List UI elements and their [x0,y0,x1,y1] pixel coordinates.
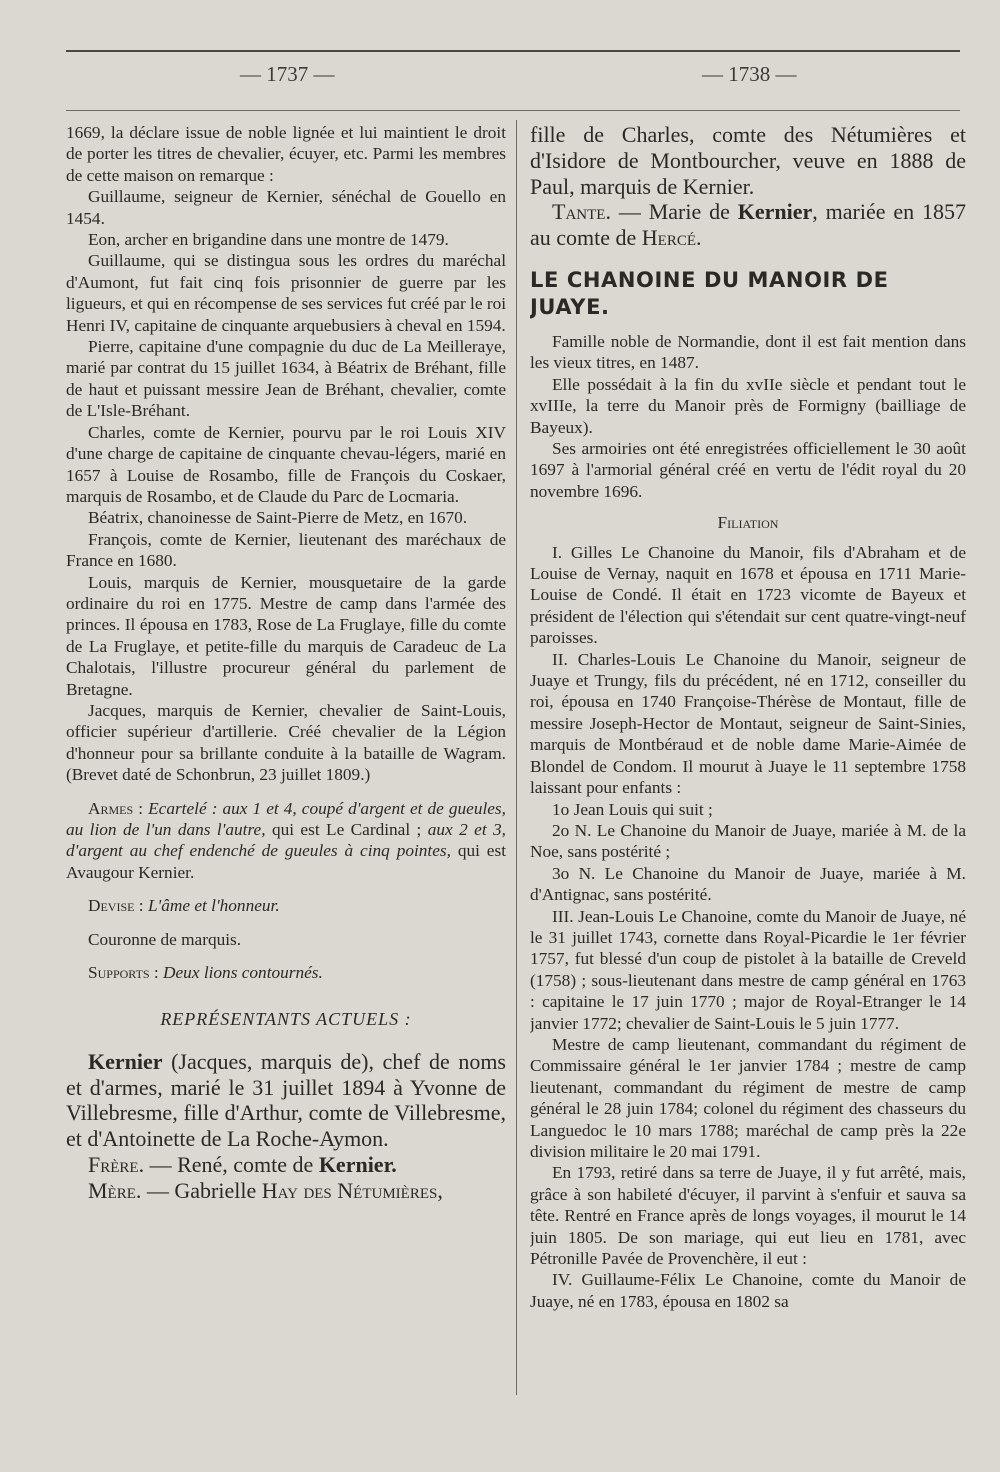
devise-text: L'âme et l'honneur. [147,896,280,916]
filiation-paragraph: III. Jean-Louis Le Chanoine, comte du Manoir de Juaye, né le 31 juillet 1743, cornette dans Royal-Picardie le 1er février 1757, fut blessé d'un coup de pistolet à la bataille de Creveld (1758) ; sous-lieutenant dans mestre de camp général en 1763 : capitaine le 17 juin 1770 ; major de Royal-Etranger le 14 janvier 1772; chevalier de Saint-Louis le 5 juin 1777. [530,906,966,1033]
armes-label: Armes [88,798,134,818]
kernier-text: (Jacques, marquis de), chef de noms et d'armes, marié le 31 juillet 1894 à Yvonne de Villebresme, fille d'Arthur, comte de Villebresme, et d'Antoinette de La Roche-Aymon. [66,1048,506,1152]
filiation-paragraph: Mestre de camp lieutenant, commandant du régiment de Commissaire général le 1er janvier 1784 ; mestre de camp lieutenant, commandant du régiment de mestre de camp général le 28 juin 1784; colonel du régiment des chasseurs du Languedoc le 10 mars 1788; maréchal de camp près la 22e division militaire le 20 mai 1791. [530,1034,966,1162]
devise-label: Devise [88,896,135,916]
filiation-title: Filiation [717,513,779,533]
kernier-name: Kernier [88,1048,163,1074]
left-column [66,122,506,1204]
frere-label: Frère [88,1152,139,1178]
tante-name: Kernier [737,199,813,225]
filiation-paragraph: En 1793, retiré dans sa terre de Juaye, il y fut arrêté, mais, grâce à son habileté d'écuyer, il parvint à s'enfuir et sauva sa tête. Rentré en France après de longs voyages, il mourut le 14 juin 1805. De son mariage, qui eut lieu en 1781, avec Pétronille Pavée de Provenchère, il eut : [530,1163,966,1269]
armes-attribution-1: qui est Le Cardinal ; [271,820,422,839]
frere-text: — René, comte de [149,1152,314,1178]
frere-entry: Frère. — René, comte de Kernier. [88,1152,397,1178]
top-rule [66,50,960,52]
paragraph: Louis, marquis de Kernier, mousquetaire de la garde ordinaire du roi en 1775. Mestre de camp dans l'armée des princes. Il épousa en 1783, Rose de La Fruglaye, fille du comte de La Fruglaye, et petite-fille du marquis de Caradeuc de La Chalotais, l'illustre procureur général du parlement de Bretagne. [66,572,506,699]
filiation-paragraph: I. Gilles Le Chanoine du Manoir, fils d'Abraham et de Louise de Vernay, naquit en 1678 et épousa en 1711 Marie-Louise de Condé. Il était en 1723 vicomte de Bayeux et président de l'élection qui s'étendait sur cent quatre-vingt-neuf paroisses. [530,542,966,648]
devise-paragraph: Devise : L'âme et l'honneur. [88,896,280,916]
armes-paragraph: Armes : Ecartelé : aux 1 et 4, coupé d'argent et de gueules, au lion de l'un dans l'autre, qui est Le Cardinal ; aux 2 et 3, d'argent au chef endenché de gueules à cinq pointes, qui est Avaugour Kernier. [66,798,506,882]
paragraph: Jacques, marquis de Kernier, chevalier de Saint-Louis, officier supérieur d'artillerie. Créé chevalier de la Légion d'honneur pour sa brillante conduite à la bataille de Wagram. (Brevet daté de Schonbrun, 23 juillet 1809.) [66,700,506,785]
filiation-paragraph: 3o N. Le Chanoine du Manoir de Juaye, mariée à M. d'Antignac, sans postérité. [530,863,966,905]
armes-blazon-1: Ecartelé : aux 1 et 4, coupé d'argent et de gueules, au lion de l'un dans l'autre, [66,798,506,839]
filiation-paragraph: IV. Guillaume-Félix Le Chanoine, comte du Manoir de Juaye, né en 1783, épousa en 1802 sa [530,1270,966,1311]
mere-entry: Mère. — Gabrielle Hay des Nétumières, [88,1177,443,1203]
tante-entry: Tante. — Marie de Kernier, mariée en 1857 au comte de Hercé. [530,199,966,251]
paragraph: Guillaume, seigneur de Kernier, sénéchal de Gouello en 1454. [66,187,506,228]
armes-attribution-2: qui est Avaugour Kernier. [66,841,506,882]
paragraph: Béatrix, chanoinesse de Saint-Pierre de Metz, en 1670. [88,508,468,528]
paragraph: Charles, comte de Kernier, pourvu par le roi Louis XIV d'une charge de capitaine de cinquante chevau-légers, marié en 1657 à Louise de Rosambo, fille de François du Coskaer, marquis de Rosambo, et de Claude du Parc de Locmaria. [66,422,506,506]
paragraph: François, comte de Kernier, lieutenant des maréchaux de France en 1680. [66,529,506,571]
tante-name-sc: Hercé. [641,225,702,251]
mere-name: Hay des Nétumières, [261,1177,443,1203]
kernier-entry [66,1049,506,1152]
supports-text: Deux lions contournés. [163,963,323,983]
column-divider [516,120,517,1395]
paragraph: Guillaume, qui se distingua sous les ordres du maréchal d'Aumont, fut fait cinq fois prisonnier de guerre par les ligueurs, et qui en récompense de ses services fut créé par le roi Henri IV, capitaine de cinquante arquebusiers à cheval en 1594. [66,251,506,335]
mere-text: — Gabrielle [146,1177,257,1203]
paragraph: 1669, la déclare issue de noble lignée et lui maintient le droit de porter les titres de chevalier, écuyer, etc. Parmi les membres de cette maison on remarque : [66,123,506,185]
representants-title: REPRÉSENTANTS ACTUELS : [160,1009,412,1030]
left-page-number: — 1737 — [240,62,335,86]
couronne-paragraph: Couronne de marquis. [88,929,242,949]
paragraph: Eon, archer en brigandine dans une montre de 1479. [88,230,449,250]
tante-text-1: — Marie de [618,199,730,225]
header-rule [66,110,960,111]
filiation-paragraph: 2o N. Le Chanoine du Manoir de Juaye, mariée à M. de la Noe, sans postérité ; [530,820,966,862]
continuation-paragraph: fille de Charles, comte des Nétumières et d'Isidore de Montbourcher, veuve en 1888 de Paul, marquis de Kernier. [530,122,966,199]
supports-label: Supports [88,963,150,983]
mere-label: Mère [88,1177,136,1203]
intro-paragraph: Ses armoiries ont été enregistrées officiellement le 30 août 1697 à l'armorial général créé en vertu de l'édit royal du 20 novembre 1696. [530,439,966,501]
section-heading: LE CHANOINE DU MANOIR DE JUAYE. [530,267,889,319]
armes-blazon-2: aux 2 et 3, d'argent au chef endenché de gueules à cinq pointes, [66,820,506,861]
frere-name: Kernier. [318,1152,397,1178]
tante-label: Tante [552,199,606,225]
tante-text-2: , mariée en 1857 au comte de [530,199,966,251]
right-page-number: — 1738 — [702,62,797,86]
intro-paragraph: Elle possédait à la fin du xvIIe siècle et pendant tout le xvIIIe, la terre du Manoir près de Formigny (bailliage de Bayeux). [530,374,966,437]
supports-paragraph: Supports : Deux lions contournés. [88,963,323,983]
filiation-paragraph: II. Charles-Louis Le Chanoine du Manoir, seigneur de Juaye et Trungy, fils du précédent, né en 1712, conseiller du roi, épousa en 1740 Françoise-Thérèse de Montaut, fille de messire Joseph-Hector de Montaut, seigneur de Saint-Sinies, marquis de Montbéraud et de noble dame Marie-Aimée de Blondel de Condom. Il mourut à Juaye le 11 septembre 1758 laissant pour enfants : [530,649,966,798]
intro-paragraph: Famille noble de Normandie, dont il est fait mention dans les vieux titres, en 1487. [530,331,966,373]
filiation-paragraph: 1o Jean Louis qui suit ; [552,799,713,819]
right-column [530,122,966,1312]
paragraph: Pierre, capitaine d'une compagnie du duc de La Meilleraye, marié par contrat du 15 juillet 1634, à Béatrix de Bréhant, fille de haut et puissant messire Jean de Bréhant, chevalier, comte de L'Isle-Bréhant. [66,337,506,421]
